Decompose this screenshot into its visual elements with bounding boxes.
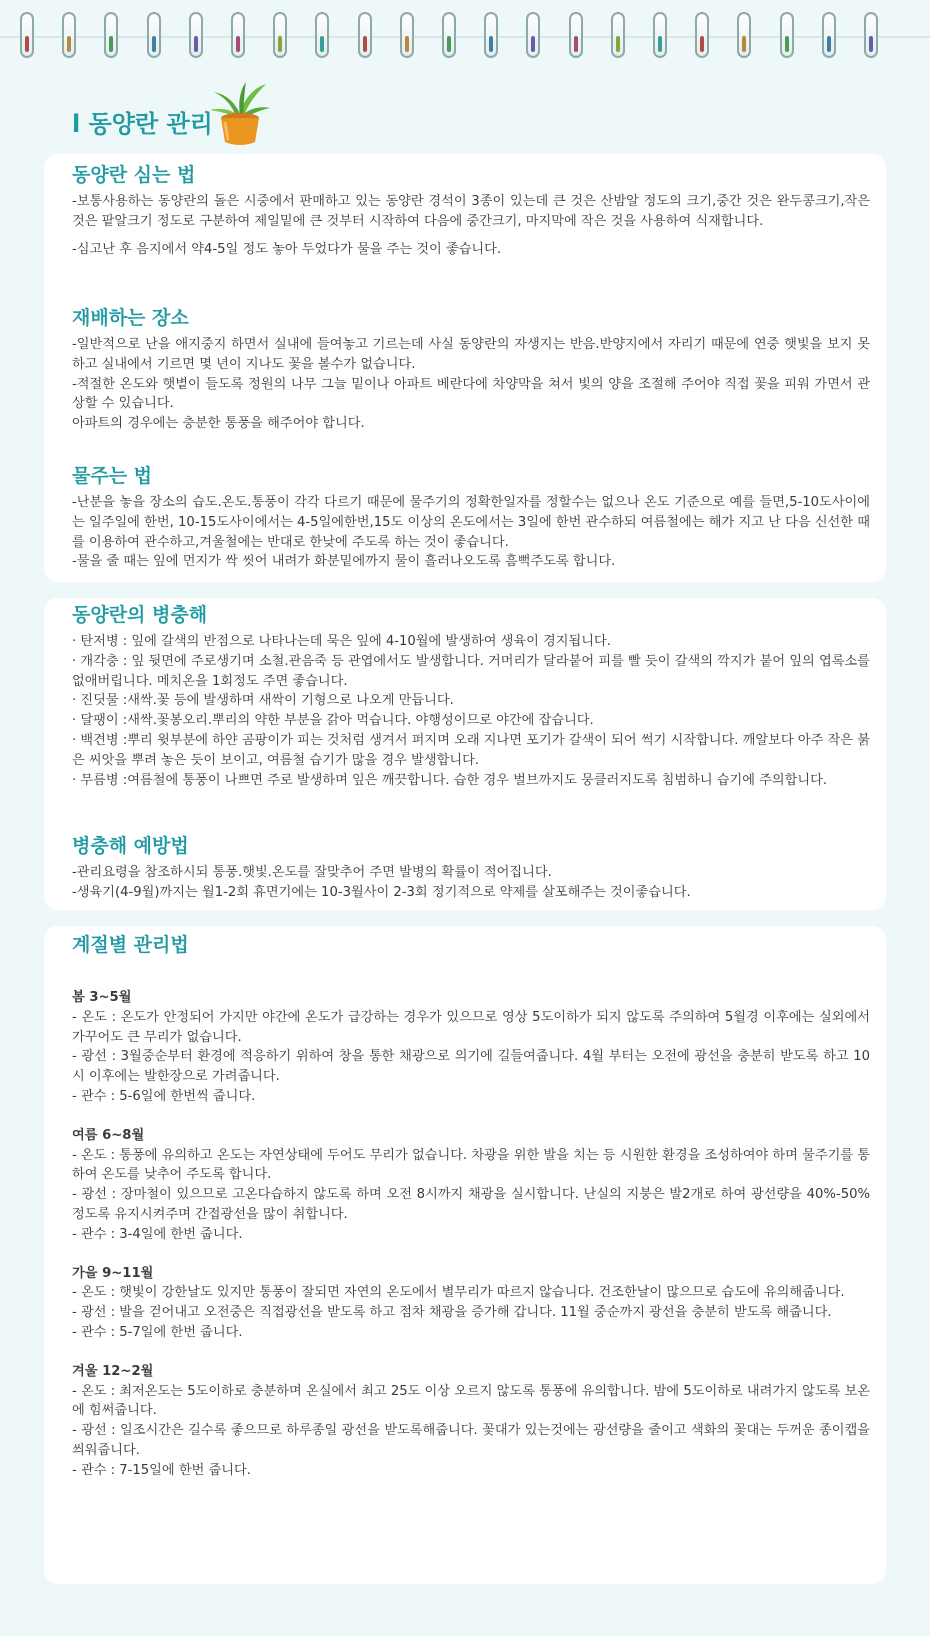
spiral-ring-icon bbox=[62, 12, 76, 58]
winter-water: - 관수 : 7-15일에 한번 줍니다. bbox=[72, 1462, 251, 1478]
summer-water: - 관수 : 3-4일에 한번 줍니다. bbox=[72, 1226, 243, 1242]
spiral-ring-icon bbox=[315, 12, 329, 58]
spiral-ring-icon bbox=[104, 12, 118, 58]
section-title-prevention: 병충해 예방법 bbox=[72, 835, 189, 857]
prevention-text-2: -생육기(4-9월)까지는 월1-2회 휴면기에는 10-3월사이 2-3회 정기적으로 약제를 살포해주는 것이좋습니다. bbox=[72, 884, 691, 900]
pests-text-2: · 개각충 : 잎 뒷면에 주로생기며 소철.관음죽 등 관엽에서도 발생합니다. 거머리가 달라붙어 피를 빨 듯이 갈색의 깍지가 붙어 잎의 엽록소를 없애버립니다. 메치온을 1회정도 주면 좋습니다. bbox=[72, 653, 870, 689]
pests-text-3: · 진딧물 :새싹.꽃 등에 발생하며 새싹이 기형으로 나오게 만듭니다. bbox=[72, 693, 454, 709]
season-title-summer: 여름 6~8월 bbox=[72, 1127, 145, 1143]
prevention-text-1: -관리요령을 참조하시되 통풍.햇빛.온도를 잘맞추어 주면 발병의 확률이 적어집니다. bbox=[72, 865, 552, 880]
page-title: l 동양란 관리 bbox=[72, 110, 213, 138]
spiral-ring-icon bbox=[653, 12, 667, 58]
spiral-ring-icon bbox=[273, 12, 287, 58]
autumn-water: - 관수 : 5-7일에 한번 줍니다. bbox=[72, 1324, 243, 1340]
spring-light: - 광선 : 3월중순부터 환경에 적응하기 위하여 창을 통한 채광으로 의기에 길들여줍니다. 4월 부터는 오전에 광선을 충분히 받도록 하고 10시 이후에는 발한장으로 가려줍니다. bbox=[72, 1049, 870, 1085]
spiral-ring-icon bbox=[569, 12, 583, 58]
spiral-binding bbox=[0, 0, 930, 70]
season-autumn bbox=[72, 1264, 870, 1343]
section-planting bbox=[72, 162, 870, 259]
card-seasonal bbox=[44, 926, 886, 1584]
place-text-3: 아파트의 경우에는 충분한 통풍을 해주어야 합니다. bbox=[72, 416, 365, 432]
season-summer bbox=[72, 1126, 870, 1245]
card-basics bbox=[44, 154, 886, 582]
section-place bbox=[72, 305, 870, 434]
season-winter bbox=[72, 1362, 870, 1481]
summer-light: - 광선 : 장마철이 있으므로 고온다습하지 않도록 하며 오전 8시까지 채광을 실시합니다. 난실의 지붕은 발2개로 하여 광선량을 40%-50%정도록 유지시켜주며 간접광선을 많이 취합니다. bbox=[72, 1187, 870, 1222]
potted-plant-icon bbox=[210, 80, 270, 146]
place-text-1: -일반적으로 난을 애지중지 하면서 실내에 들여놓고 기르는데 사실 동양란의 자생지는 반음.반양지에서 자리기 때문에 연중 햇빛을 보지 못하고 실내에서 기르면 몇 년이 지나도 꽃을 볼수가 없습니다. bbox=[72, 337, 870, 372]
spiral-ring-icon bbox=[695, 12, 709, 58]
spiral-ring-icon bbox=[20, 12, 34, 58]
watering-text-1: -난분을 놓을 장소의 습도.온도.통풍이 각각 다르기 때문에 물주기의 정확한일자를 정할수는 없으나 온도 기준으로 예를 들면,5-10도사이에는 일주일에 한번, 10-15도사이에서는 4-5일에한번,15도 이상의 온도에서는 3일에 한번 관수하되 여름철에는 해가 지고 난 다음 신선한 때를 이용하여 관수하고,겨울철에는 반대로 한낮에 주도록 하는 것이 좋습니다. bbox=[72, 495, 870, 550]
pests-text-5: · 백견병 :뿌리 윗부분에 하얀 곰팡이가 피는 것처럼 생겨서 퍼지며 오래 지나면 포기가 갈색이 되어 썩기 시작합니다. 깨알보다 아주 작은 붉은 씨앗을 뿌려 놓은 듯이 보이고, 여름철 습기가 많을 경우 발생합니다. bbox=[72, 732, 870, 768]
section-pests bbox=[72, 602, 870, 790]
pests-text-1: · 탄저병 : 잎에 갈색의 반점으로 나타나는데 묵은 잎에 4-10월에 발생하여 생육이 경지됩니다. bbox=[72, 634, 611, 649]
card-pests bbox=[44, 598, 886, 910]
winter-temp: - 온도 : 최저온도는 5도이하로 충분하며 온실에서 최고 25도 이상 오르지 않도록 통풍에 유의합니다. 밤에 5도이하로 내려가지 않도록 보온에 힘써줍니다. bbox=[72, 1383, 870, 1419]
season-title-autumn: 가을 9~11월 bbox=[72, 1265, 154, 1281]
spiral-ring-icon bbox=[780, 12, 794, 58]
planting-text-2: -심고난 후 음지에서 약4-5일 정도 놓아 두었다가 물을 주는 것이 좋습니다. bbox=[72, 241, 502, 257]
section-title-watering: 물주는 법 bbox=[72, 465, 153, 487]
section-watering bbox=[72, 463, 870, 572]
spiral-ring-icon bbox=[611, 12, 625, 58]
spiral-ring-icon bbox=[400, 12, 414, 58]
spiral-ring-icon bbox=[358, 12, 372, 58]
spring-water: - 관수 : 5-6일에 한번씩 줍니다. bbox=[72, 1088, 256, 1104]
season-title-spring: 봄 3~5월 bbox=[72, 990, 132, 1005]
section-prevention bbox=[72, 833, 870, 903]
spiral-ring-icon bbox=[864, 12, 878, 58]
summer-temp: - 온도 : 통풍에 유의하고 온도는 자연상태에 두어도 무리가 없습니다. 차광을 위한 발을 치는 등 시원한 환경을 조성하여야 하며 물주기를 통하여 온도를 낮추어 주도록 합니다. bbox=[72, 1147, 870, 1183]
season-spring bbox=[72, 988, 870, 1107]
section-title-seasonal: 계절별 관리법 bbox=[72, 934, 189, 956]
watering-text-2: -물을 줄 때는 잎에 먼지가 싹 씻어 내려가 화분밑에까지 물이 흘러나오도록 흠뻑주도록 합니다. bbox=[72, 554, 616, 570]
spiral-ring-icon bbox=[231, 12, 245, 58]
winter-light: - 광선 : 일조시간은 길수록 좋으므로 하루종일 광선을 받도록해줍니다. 꽃대가 있는것에는 광선량을 줄이고 색화의 꽃대는 두꺼운 종이캡을 씌워줍니다. bbox=[72, 1423, 870, 1458]
season-title-winter: 겨울 12~2월 bbox=[72, 1363, 154, 1379]
section-title-place: 재배하는 장소 bbox=[72, 307, 189, 329]
spiral-ring-icon bbox=[147, 12, 161, 58]
pests-text-6: · 무름병 :여름철에 통풍이 나쁘면 주로 발생하며 잎은 깨끗합니다. 습한 경우 벌브까지도 뭉클러지도록 침범하니 습기에 주의합니다. bbox=[72, 772, 828, 788]
section-title-pests: 동양란의 병충해 bbox=[72, 604, 208, 626]
spring-temp: - 온도 : 온도가 안정되어 가지만 야간에 온도가 급강하는 경우가 있으므로 영상 5도이하가 되지 않도록 주의하여 5월경 이후에는 실외에서 가꾸어도 큰 무리가 없습니다. bbox=[72, 1009, 870, 1045]
autumn-temp: - 온도 : 햇빛이 강한날도 있지만 통풍이 잘되면 자연의 온도에서 별무리가 따르지 않습니다. 건조한날이 많으므로 습도에 유의해줍니다. bbox=[72, 1285, 845, 1301]
section-seasonal bbox=[72, 932, 870, 1500]
spiral-ring-icon bbox=[822, 12, 836, 58]
spiral-ring-icon bbox=[526, 12, 540, 58]
spiral-ring-icon bbox=[189, 12, 203, 58]
autumn-light: - 광선 : 발을 걷어내고 오전중은 직접광선을 받도록 하고 점차 채광을 증가해 갑니다. 11월 중순까지 광선을 충분히 받도록 해줍니다. bbox=[72, 1305, 832, 1321]
section-title-planting: 동양란 심는 법 bbox=[72, 164, 196, 186]
spiral-ring-icon bbox=[484, 12, 498, 58]
planting-text-1: -보통사용하는 동양란의 돌은 시중에서 판매하고 있는 동양란 경석이 3종이 있는데 큰 것은 산밤알 정도의 크기,중간 것은 완두콩크기,작은 것은 팥알크기 정도로 구분하여 제일밑에 큰 것부터 시작하여 다음에 중간크기, 마지막에 작은 것을 사용하여 식재합니다. bbox=[72, 194, 870, 229]
place-text-2: -적절한 온도와 햇볕이 들도록 정원의 나무 그늘 밑이나 아파트 베란다에 차양막을 쳐서 빛의 양을 조절해 주어야 직접 꽃을 피워 가면서 관상할 수 있습니다. bbox=[72, 376, 870, 412]
spiral-ring-icon bbox=[442, 12, 456, 58]
spiral-ring-icon bbox=[737, 12, 751, 58]
pests-text-4: · 달팽이 :새싹.꽃봉오리.뿌리의 약한 부분을 갉아 먹습니다. 야행성이므로 야간에 잡습니다. bbox=[72, 713, 594, 729]
